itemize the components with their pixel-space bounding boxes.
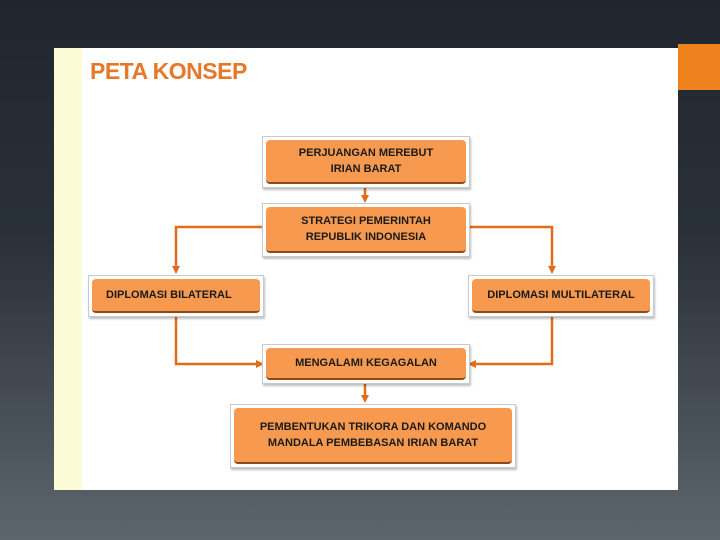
arrow-multilateral-to-kegagalan <box>470 316 552 364</box>
node-frame-perjuangan <box>262 136 470 188</box>
node-frame-multilateral <box>468 275 654 317</box>
node-frame-bilateral <box>88 275 264 317</box>
node-multilateral-label: DIPLOMASI MULTILATERAL <box>487 289 635 301</box>
node-strategi-label: STRATEGI PEMERINTAH REPUBLIK INDONESIA <box>301 215 431 243</box>
node-trikora <box>234 408 512 464</box>
node-kegagalan <box>266 348 466 380</box>
node-perjuangan <box>266 140 466 184</box>
accent-square <box>678 44 720 90</box>
node-multilateral <box>472 279 650 313</box>
slide <box>54 48 678 490</box>
node-strategi <box>266 207 466 253</box>
arrow-bilateral-to-kegagalan <box>176 316 262 364</box>
node-bilateral <box>92 279 260 313</box>
node-trikora-label: PEMBENTUKAN TRIKORA DAN KOMANDO MANDALA PEMBEBASAN IRIAN BARAT <box>259 421 487 449</box>
node-perjuangan-label: PERJUANGAN MEREBUT IRIAN BARAT <box>298 147 434 175</box>
node-bilateral-label: DIPLOMASI BILATERAL <box>106 289 232 301</box>
node-frame-trikora <box>230 404 516 468</box>
node-kegagalan-label: MENGALAMI KEGAGALAN <box>295 357 437 369</box>
node-frame-kegagalan <box>262 344 470 384</box>
arrow-strategi-to-bilateral <box>176 227 262 272</box>
slide-title: PETA KONSEP <box>90 58 247 84</box>
node-frame-strategi <box>262 203 470 257</box>
arrow-strategi-to-multilateral <box>468 227 552 272</box>
